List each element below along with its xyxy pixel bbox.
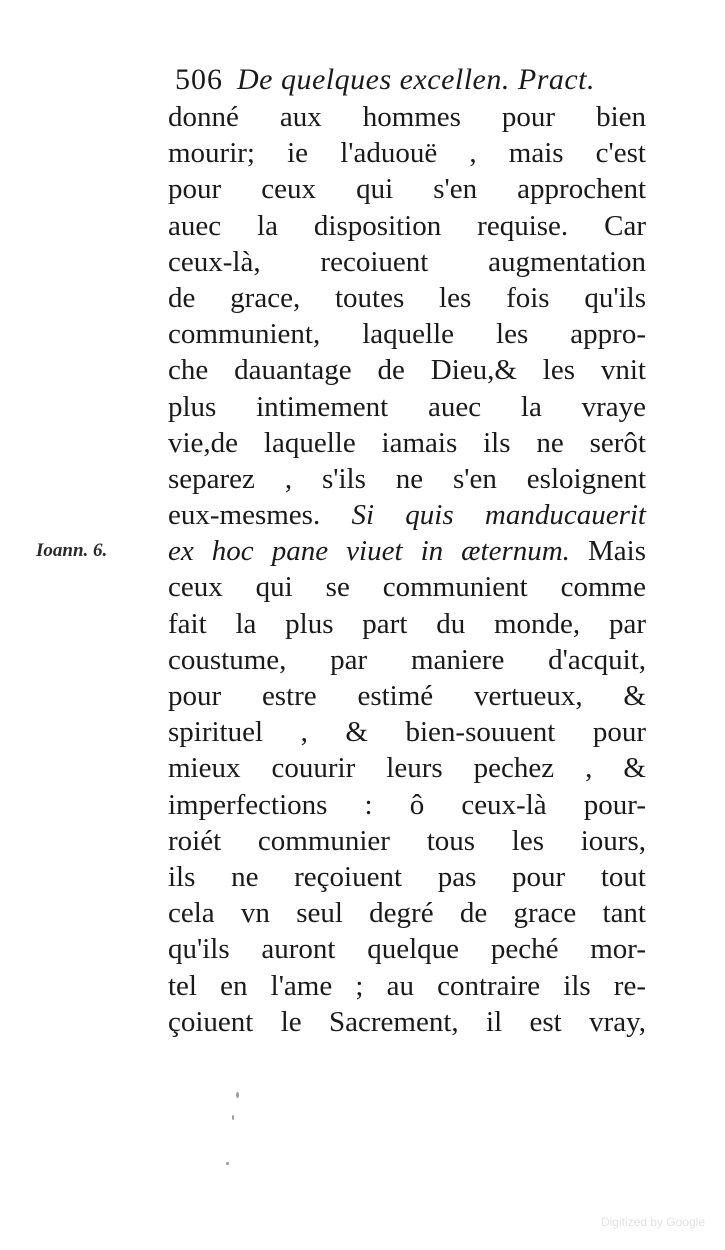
latin-quotation: Si quis manducauerit (351, 499, 646, 532)
text-line: plus intimement auec la vraye (168, 390, 646, 423)
text-line: donné aux hommes pour bien (168, 101, 646, 133)
text-line: fait la plus part du monde, par (168, 607, 646, 640)
text-line: imperfections : ô ceux-là pour- (168, 788, 646, 821)
text-line: ils ne reçoiuent pas pour tout (168, 860, 646, 893)
text-line: coustume, par maniere d'acquit, (168, 643, 646, 676)
text-line: qu'ils auront quelque peché mor- (168, 933, 646, 966)
text-line: mourir; ie l'aduouë , mais c'est (168, 137, 646, 170)
text-line: vie,de laquelle iamais ils ne serôt (168, 426, 646, 459)
text-line: cela vn seul degré de grace tant (168, 897, 646, 930)
text-line-with-quote (168, 533, 646, 569)
text-fragment: eux-mesmes. (168, 499, 321, 532)
ink-speck (232, 1115, 234, 1120)
text-fragment: Mais (588, 535, 646, 568)
text-line: çoiuent le Sacrement, il est vray, (168, 1005, 646, 1038)
text-line: spirituel , & bien-souuent pour (168, 716, 646, 749)
text-line: ceux-là, recoiuent augmentation (168, 245, 646, 278)
text-line: roiét communier tous les iours, (168, 824, 646, 857)
running-title: De quelques excellen. Pract. (237, 63, 596, 96)
text-line: ceux qui se communient comme (168, 571, 646, 604)
text-line: pour estre estimé vertueux, & (168, 680, 646, 712)
text-line: che dauantage de Dieu,& les vnit (168, 354, 646, 387)
ink-speck (226, 1162, 229, 1165)
scan-watermark: Digitized by Google (600, 1215, 705, 1229)
text-line: de grace, toutes les fois qu'ils (168, 281, 646, 314)
text-line: mieux couurir leurs pechez , & (168, 752, 646, 785)
latin-quotation-continued: ex hoc pane viuet in æternum. (168, 535, 570, 568)
body-text (168, 99, 646, 1040)
text-line: pour ceux qui s'en approchent (168, 173, 646, 206)
margin-reference: Ioann. 6. (36, 540, 108, 561)
text-line: auec la disposition requise. Car (168, 209, 646, 242)
text-line: separez , s'ils ne s'en esloignent (168, 462, 646, 495)
running-head (175, 60, 645, 100)
text-line-with-quote (168, 497, 646, 533)
text-line: communient, laquelle les appro- (168, 318, 646, 351)
ink-speck (236, 1092, 239, 1098)
page-number: 506 (175, 63, 223, 96)
text-line: tel en l'ame ; au contraire ils re- (168, 969, 646, 1002)
